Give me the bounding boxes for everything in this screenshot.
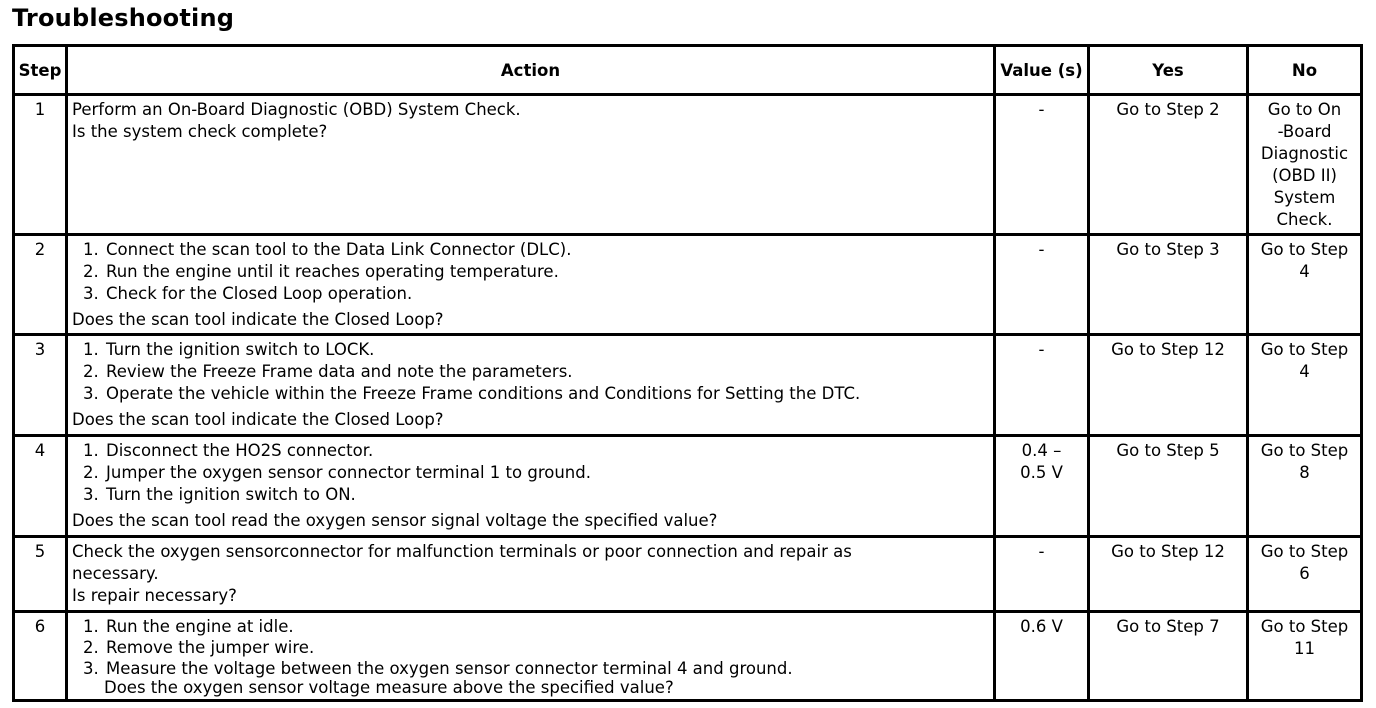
action-step: 3. Measure the voltage between the oxygen sensor connector terminal 4 and ground. xyxy=(104,658,989,679)
action-step: 1. Turn the ignition switch to LOCK. xyxy=(104,339,989,361)
action-question: Does the scan tool indicate the Closed Loop? xyxy=(72,410,444,429)
no-text: 11 xyxy=(1294,639,1315,658)
no-text: Go to Step xyxy=(1260,441,1349,460)
action-step: 3. Check for the Closed Loop operation. xyxy=(104,283,989,305)
table-row xyxy=(14,537,1362,612)
no-text: 8 xyxy=(1299,463,1310,482)
page-title: Troubleshooting xyxy=(12,4,235,32)
no-cell xyxy=(1248,335,1362,436)
table-row xyxy=(14,235,1362,335)
no-text: Go to Step xyxy=(1260,240,1349,259)
table-row xyxy=(14,436,1362,537)
no-text: -Board xyxy=(1277,122,1332,141)
yes-cell: Go to Step 7 xyxy=(1089,612,1248,701)
action-step: 1. Connect the scan tool to the Data Link Connector (DLC). xyxy=(104,239,989,261)
action-question: Does the scan tool indicate the Closed Loop? xyxy=(72,310,444,329)
value-cell: - xyxy=(995,335,1089,436)
step-number: 1 xyxy=(14,95,67,235)
step-number: 2 xyxy=(14,235,67,335)
action-step: 2. Run the engine until it reaches operating temperature. xyxy=(104,261,989,283)
table-row xyxy=(14,95,1362,235)
action-step: 1. Disconnect the HO2S connector. xyxy=(104,440,989,462)
header-value xyxy=(995,46,1089,95)
action-question: Does the oxygen sensor voltage measure above the specified value? xyxy=(104,678,674,697)
action-step: 3. Turn the ignition switch to ON. xyxy=(104,484,989,506)
value-cell xyxy=(995,436,1089,537)
step-number: 6 xyxy=(14,612,67,701)
no-text: 6 xyxy=(1299,564,1310,583)
action-text: Check the oxygen sensorconnector for malfunction terminals or poor connection and repair as xyxy=(72,542,852,561)
header-step: Step xyxy=(14,46,67,95)
step-number: 4 xyxy=(14,436,67,537)
no-cell xyxy=(1248,95,1362,235)
yes-cell: Go to Step 3 xyxy=(1089,235,1248,335)
no-cell xyxy=(1248,235,1362,335)
action-cell xyxy=(67,95,995,235)
yes-cell: Go to Step 12 xyxy=(1089,537,1248,612)
step-number: 5 xyxy=(14,537,67,612)
value-text: 0.4 – xyxy=(1021,441,1062,460)
no-text: Go to Step xyxy=(1260,542,1349,561)
action-steps xyxy=(72,440,989,506)
no-text: (OBD II) xyxy=(1272,166,1337,185)
action-text: necessary. xyxy=(72,564,159,583)
action-step: 3. Operate the vehicle within the Freeze Frame conditions and Conditions for Setting the DTC. xyxy=(104,383,989,405)
action-question: Does the scan tool read the oxygen sensor signal voltage the specified value? xyxy=(72,511,718,530)
yes-cell: Go to Step 2 xyxy=(1089,95,1248,235)
action-steps xyxy=(72,339,989,405)
no-text: Check. xyxy=(1276,210,1333,229)
action-text: Perform an On-Board Diagnostic (OBD) System Check. xyxy=(72,100,521,119)
action-step: 2. Remove the jumper wire. xyxy=(104,637,989,658)
no-text: System xyxy=(1273,188,1336,207)
no-cell xyxy=(1248,436,1362,537)
no-cell xyxy=(1248,537,1362,612)
table-row xyxy=(14,335,1362,436)
troubleshooting-table xyxy=(12,44,1363,702)
value-cell: 0.6 V xyxy=(995,612,1089,701)
action-step: 2. Review the Freeze Frame data and note the parameters. xyxy=(104,361,989,383)
action-step: 1. Run the engine at idle. xyxy=(104,616,989,637)
no-text: Diagnostic xyxy=(1260,144,1349,163)
no-text: 4 xyxy=(1299,362,1310,381)
yes-cell: Go to Step 12 xyxy=(1089,335,1248,436)
value-cell: - xyxy=(995,95,1089,235)
action-cell xyxy=(67,436,995,537)
header-no: No xyxy=(1248,46,1362,95)
no-text: 4 xyxy=(1299,262,1310,281)
action-steps xyxy=(72,239,989,305)
table-row xyxy=(14,612,1362,701)
header-action: Action xyxy=(67,46,995,95)
action-step: 2. Jumper the oxygen sensor connector terminal 1 to ground. xyxy=(104,462,989,484)
header-row xyxy=(14,46,1362,95)
no-text: Go to On xyxy=(1267,100,1342,119)
no-text: Go to Step xyxy=(1260,340,1349,359)
action-text: Is repair necessary? xyxy=(72,586,237,605)
no-text: Go to Step xyxy=(1260,617,1349,636)
action-cell xyxy=(67,235,995,335)
value-cell: - xyxy=(995,537,1089,612)
action-steps xyxy=(72,616,989,679)
action-cell xyxy=(67,537,995,612)
action-text: Is the system check complete? xyxy=(72,122,328,141)
action-cell xyxy=(67,335,995,436)
no-cell xyxy=(1248,612,1362,701)
action-cell xyxy=(67,612,995,701)
value-text: 0.5 V xyxy=(1020,463,1063,482)
step-number: 3 xyxy=(14,335,67,436)
yes-cell: Go to Step 5 xyxy=(1089,436,1248,537)
value-cell: - xyxy=(995,235,1089,335)
header-value-label: Value (s) xyxy=(1000,60,1083,80)
header-yes: Yes xyxy=(1089,46,1248,95)
